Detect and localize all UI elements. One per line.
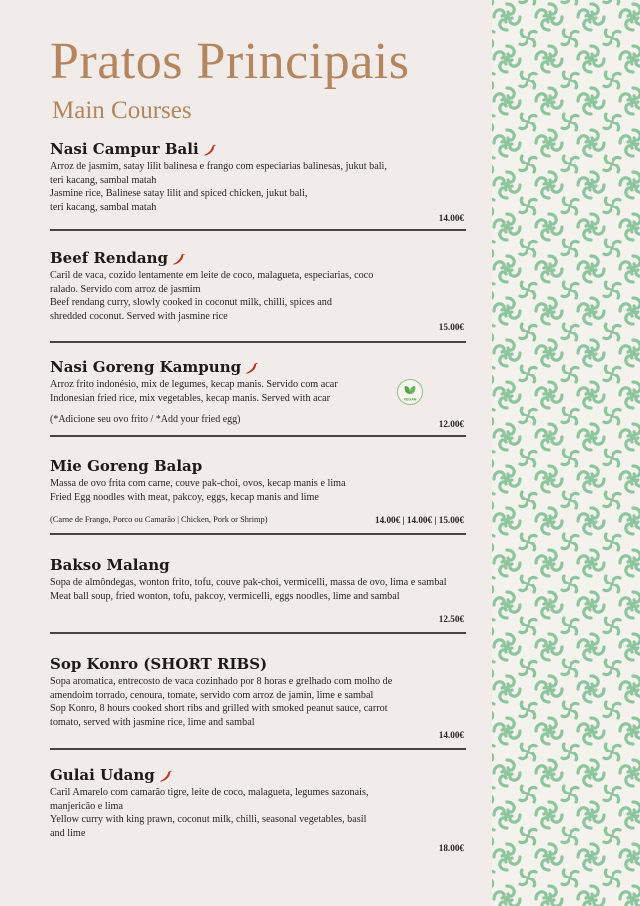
dish-name: Bakso Malang: [50, 556, 170, 574]
vegan-badge-label: VEGAN: [403, 397, 417, 402]
dish-price: 14.00€: [438, 213, 464, 223]
dish-description-line: teri kacang, sambal matah: [50, 174, 157, 186]
dish-description-line: manjericão e lima: [50, 800, 123, 812]
dish-name: Sop Konro (SHORT RIBS): [50, 655, 268, 673]
page-subtitle: Main Courses: [52, 97, 192, 124]
dish-name: Nasi Goreng Kampung: [50, 358, 242, 376]
divider: [50, 435, 466, 437]
decorative-pattern-panel: [492, 0, 640, 906]
dish-price: 14.00€: [438, 730, 464, 740]
menu-item: [50, 655, 466, 753]
dish-description-line: Arroz de jasmim, satay lilit balinesa e frango com especiarias balinesas, jukut bali,: [50, 161, 387, 172]
dish-price: 14.00€ | 14.00€ | 15.00€: [374, 515, 464, 525]
dish-name: Gulai Udang: [50, 766, 155, 784]
dish-price: 12.00€: [438, 419, 464, 429]
vegan-leaf-icon: [396, 378, 424, 406]
dish-name: Mie Goreng Balap: [50, 457, 203, 475]
dish-description-line: amendoim torrado, cenoura, tomate, servido com arroz de jamin, lime e sambal: [50, 689, 374, 701]
dish-description-line: Jasmine rice, Balinese satay lilit and spiced chicken, jukut bali,: [50, 188, 308, 200]
dish-price: 15.00€: [438, 322, 464, 332]
dish-description-line: Arroz frito indonésio, mix de legumes, kecap manis. Servido com acar: [50, 379, 338, 390]
dish-description-line: teri kacang, sambal matah: [50, 201, 157, 213]
dish-name: Beef Rendang: [50, 249, 168, 267]
menu-item: [50, 249, 466, 341]
dish-description-line: tomato, served with jasmine rice, lime and sambal: [50, 716, 255, 728]
dish-price: 12.50€: [438, 614, 464, 624]
menu-item: [50, 140, 466, 232]
divider: [50, 341, 466, 343]
dish-description-line: shredded coconut. Served with jasmine rice: [50, 310, 228, 322]
dish-description-line: Meat ball soup, fried wonton, tofu, pakcoy, vermicelli, eggs noodles, lime and sambal: [50, 590, 400, 602]
divider: [50, 229, 466, 231]
dish-description-line: Caril Amarelo com camarão tigre, leite de coco, malagueta, legumes sazonais,: [50, 787, 369, 798]
menu-item: [50, 556, 466, 638]
divider: [50, 748, 466, 750]
ornament-pattern: [492, 0, 640, 906]
dish-description-line: Sopa de almôndegas, wonton frito, tofu, couve pak-choi, vermicelli, massa de ovo, lima e sambal: [50, 577, 447, 588]
dish-name: Nasi Campur Bali: [50, 140, 199, 158]
dish-description-line: and lime: [50, 827, 86, 839]
dish-description-line: Indonesian fried rice, mix vegetables, kecap manis. Served with acar: [50, 392, 331, 404]
menu-item: [50, 457, 466, 539]
menu-item: [50, 358, 466, 440]
page-title: Pratos Principais: [50, 33, 410, 90]
dish-price: 18.00€: [438, 843, 464, 853]
dish-description-line: Sopa aromatica, entrecosto de vaca cozinhado por 8 horas e grelhado com molho de: [50, 676, 393, 687]
menu-item: [50, 766, 466, 862]
dish-description-line: Yellow curry with king prawn, coconut milk, chilli, seasonal vegetables, basil: [50, 814, 367, 826]
dish-description-line: Beef rendang curry, slowly cooked in coconut milk, chilli, spices and: [50, 297, 332, 309]
chili-pepper-icon: [245, 361, 259, 375]
dish-note: (*Adicione seu ovo frito / *Add your fried egg): [50, 414, 241, 426]
dish-description-line: Fried Egg noodles with meat, pakcoy, eggs, kecap manis and lime: [50, 491, 319, 503]
divider: [50, 533, 466, 535]
chili-pepper-icon: [172, 252, 186, 266]
dish-description-line: Sop Konro, 8 hours cooked short ribs and grilled with smoked peanut sauce, carrot: [50, 703, 388, 715]
dish-description-line: Massa de ovo frita com carne, couve pak-choi, ovos, kecap manis e lima: [50, 478, 346, 489]
dish-description-line: Caril de vaca, cozido lentamente em leite de coco, malagueta, especiarias, coco: [50, 270, 374, 281]
dish-description-line: ralado. Servido com arroz de jasmim: [50, 283, 201, 295]
dish-note: (Carne de Frango, Porco ou Camarão | Chicken, Pork or Shrimp): [50, 515, 268, 525]
divider: [50, 632, 466, 634]
chili-pepper-icon: [159, 769, 173, 783]
chili-pepper-icon: [203, 143, 217, 157]
